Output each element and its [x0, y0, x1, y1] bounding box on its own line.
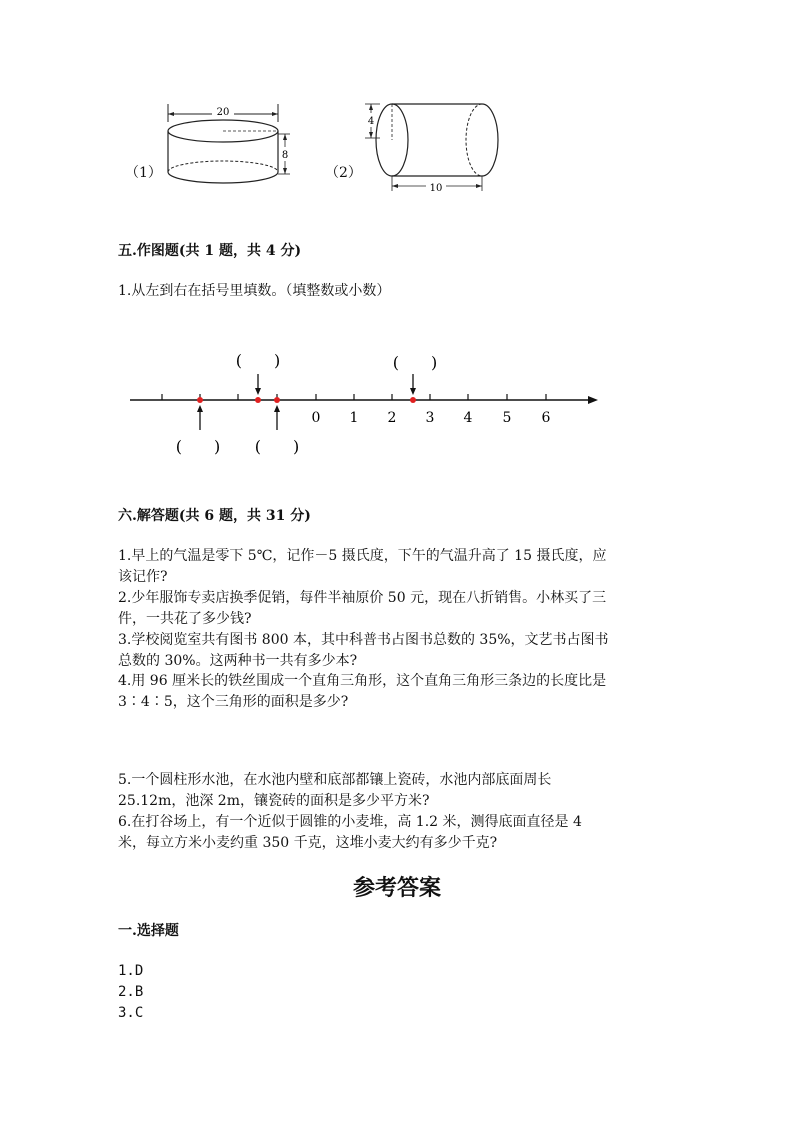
point-c [274, 397, 280, 403]
figure-2-label: （2） [325, 165, 362, 181]
question-3-line-2: 总数的 30%。这两种书一共有多少本? [118, 653, 358, 669]
question-3-line-1: 3.学校阅览室共有图书 800 本，其中科普书占图书总数的 35%，文艺书占图书 [118, 632, 609, 648]
tick-label-2: 2 [387, 410, 397, 426]
cylinder-figure-1 [160, 96, 300, 191]
question-2-line-1: 2.少年服饰专卖店换季促销，每件半袖原价 50 元，现在八折销售。小林买了三 [118, 590, 607, 606]
point-d [410, 397, 416, 403]
answer-item-1: 1.D [118, 963, 144, 979]
figure-1-label: （1） [125, 165, 162, 181]
question-6-line-2: 米，每立方米小麦约重 350 千克，这堆小麦大约有多少千克? [118, 835, 498, 851]
tick-label-0: 0 [311, 410, 321, 426]
question-4-line-1: 4.用 96 厘米长的铁丝围成一个直角三角形，这个直角三角形三条边的长度比是 [118, 673, 607, 689]
section-5-question-1: 1.从左到右在括号里填数。（填整数或小数） [118, 283, 391, 299]
fig2-length-label: 10 [429, 183, 443, 194]
tick-label-5: 5 [502, 410, 512, 426]
question-6-line-1: 6.在打谷场上，有一个近似于圆锥的小麦堆，高 1.2 米，测得底面直径是 4 [118, 814, 582, 830]
blank-top-right: ( ) [392, 353, 438, 372]
fig1-diameter-label: 20 [216, 107, 230, 118]
fig2-diameter-label: 4 [367, 116, 375, 127]
answers-section-1-heading: 一.选择题 [118, 923, 179, 939]
point-b [255, 397, 261, 403]
question-1-line-1: 1.早上的气温是零下 5℃，记作－5 摄氏度，下午的气温升高了 15 摄氏度，应 [118, 548, 607, 564]
tick-label-3: 3 [425, 410, 435, 426]
question-5-line-2: 25.12m，池深 2m，镶瓷砖的面积是多少平方米? [118, 793, 430, 809]
cylinder-figure-2 [360, 98, 505, 198]
question-2-line-2: 件，一共花了多少钱? [118, 611, 252, 627]
fig1-height-label: 8 [281, 150, 289, 161]
tick-label-1: 1 [349, 410, 359, 426]
question-4-line-2: 3∶4∶5，这个三角形的面积是多少? [118, 694, 349, 710]
question-5-line-1: 5.一个圆柱形水池，在水池内壁和底部都镶上瓷砖，水池内部底面周长 [118, 772, 552, 788]
tick-label-6: 6 [541, 410, 551, 426]
answers-title: 参考答案 [352, 875, 441, 901]
number-line [120, 340, 610, 465]
blank-top-left: ( ) [235, 351, 281, 370]
answer-item-3: 3.C [118, 1005, 144, 1021]
answer-item-2: 2.B [118, 984, 144, 1000]
section-5-heading: 五.作图题(共 1 题，共 4 分) [118, 243, 302, 259]
point-a [197, 397, 203, 403]
section-6-heading: 六.解答题(共 6 题，共 31 分) [118, 508, 311, 524]
tick-label-4: 4 [463, 410, 473, 426]
blank-bottom-left: ( ) [175, 437, 221, 456]
blank-bottom-right: ( ) [254, 437, 300, 456]
question-1-line-2: 该记作? [118, 569, 168, 585]
